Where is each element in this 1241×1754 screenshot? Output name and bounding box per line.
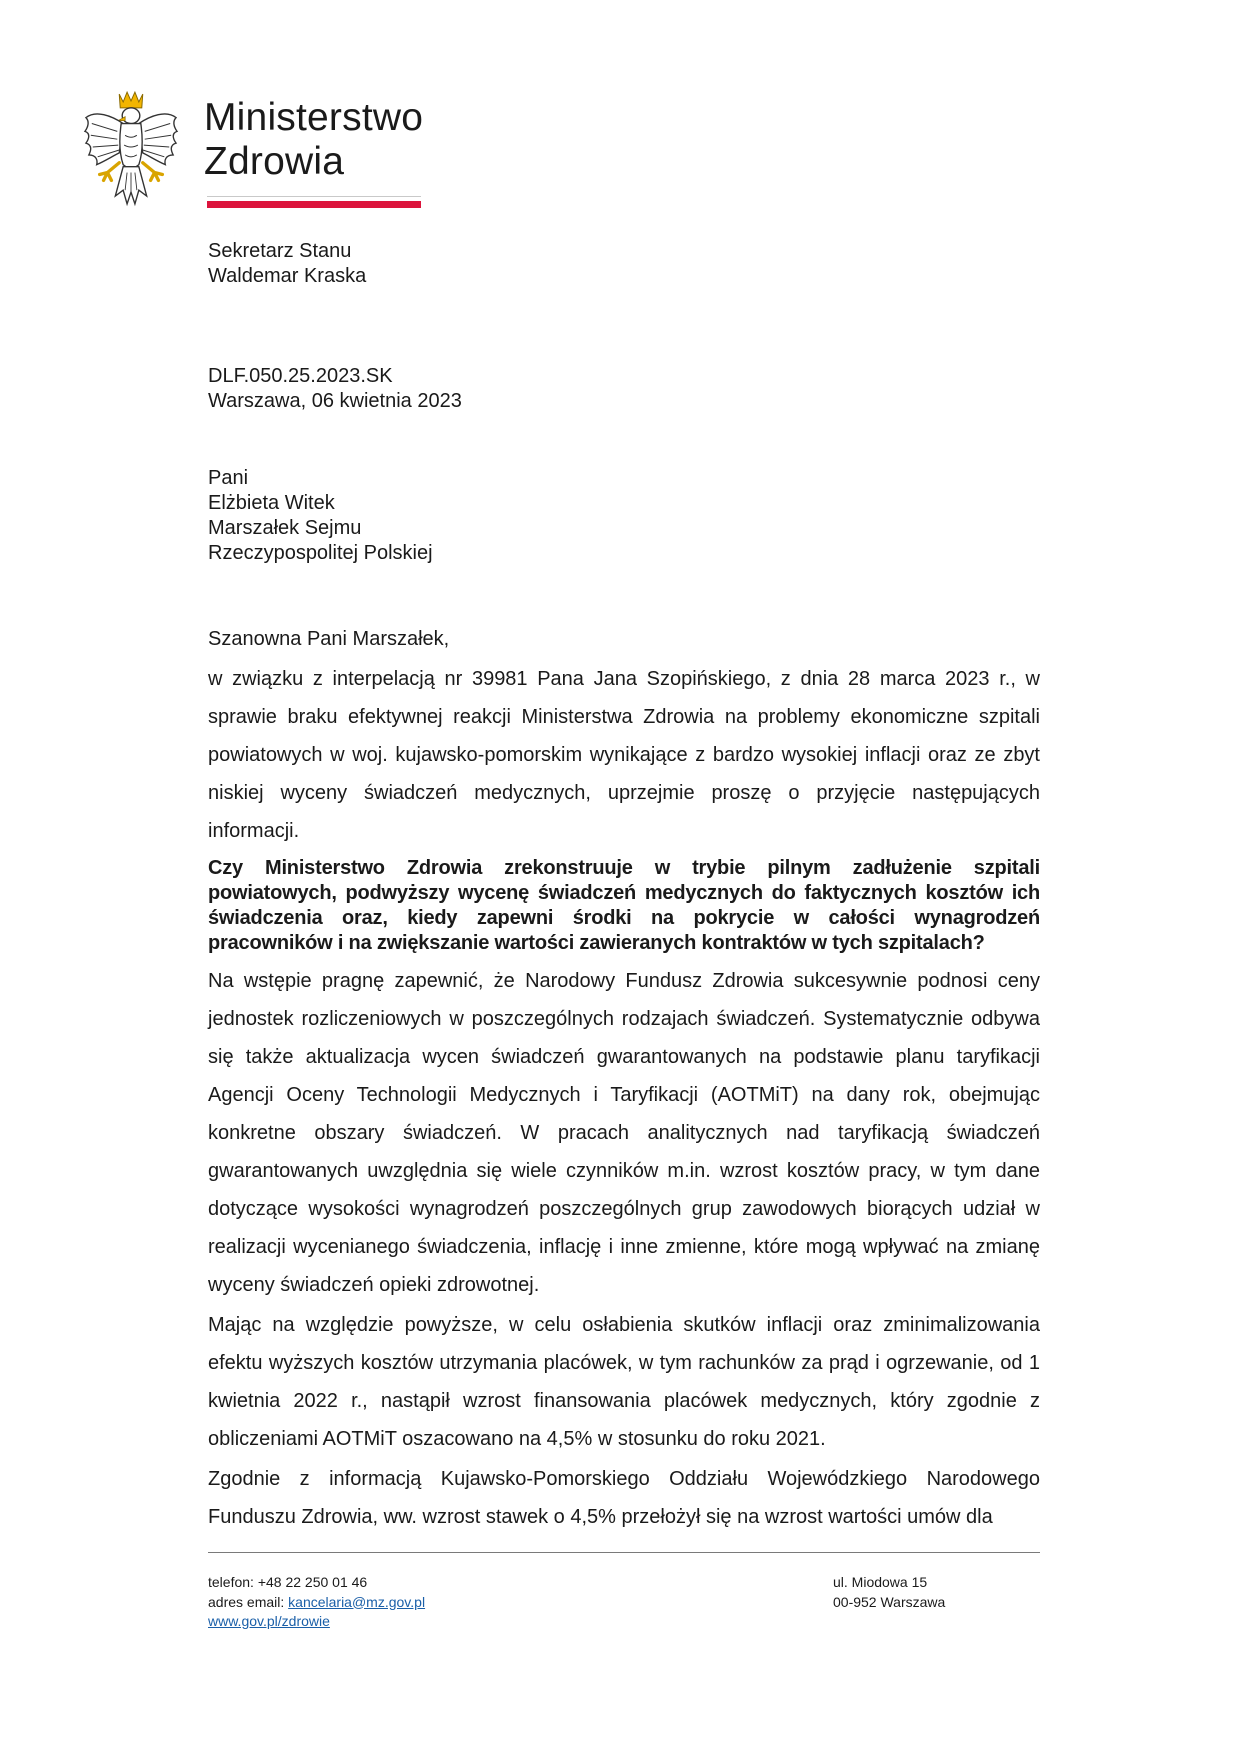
interpellation-question: Czy Ministerstwo Zdrowia zrekonstruuje w trybie pilnym zadłużenie szpitali powiatowych, podwyższy wycenę świadczeń medycznych do faktycznych kosztów ich świadczenia oraz, kiedy zapewni środki na pokrycie w całości wynagrodzeń pracowników i na zwiększanie wartości zawieranych kontraktów w tych szpitalach? (208, 857, 1040, 954)
flag-stripe-white (207, 196, 421, 197)
paragraph: Na wstępie pragnę zapewnić, że Narodowy Fundusz Zdrowia sukcesywnie podnosi ceny jednostek rozliczeniowych w poszczególnych rodzajach świadczeń. Systematycznie odbywa się także aktualizacja wycen świadczeń gwarantowanych na podstawie planu taryfikacji Agencji Oceny Technologii Medycznych i Taryfikacji (AOTMiT) na dany rok, obejmując konkretne obszary świadczeń. W pracach analitycznych nad taryfikacją świadczeń gwarantowanych uwzględnia się wiele czynników m.in. wzrost kosztów pracy, w tym dane dotyczące wysokości wynagrodzeń poszczególnych grup zawodowych biorących udział w realizacji wycenianego świadczenia, inflację i inne zmienne, które mogą wpływać na zmianę wyceny świadczeń opieki zdrowotnej. (208, 970, 1040, 1296)
paragraph: w związku z interpelacją nr 39981 Pana Jana Szopińskiego, z dnia 28 marca 2023 r., w sprawie braku efektywnej reakcji Ministerstwa Zdrowia na problemy ekonomiczne szpitali powiatowych w woj. kujawsko-pomorskim wynikające z bardzo wysokiej inflacji oraz ze zbyt niskiej wyceny świadczeń medycznych, uprzejmie proszę o przyjęcie następujących informacji. (208, 668, 1040, 842)
ministry-name-line2: Zdrowia (204, 140, 345, 183)
salutation: Szanowna Pani Marszałek, (208, 628, 450, 650)
recipient-block (208, 466, 433, 566)
paragraph: Mając na względzie powyższe, w celu osłabienia skutków inflacji oraz zminimalizowania efektu wyższych kosztów utrzymania placówek, w tym rachunków za prąd i ogrzewanie, od 1 kwietnia 2022 r., nastąpił wzrost finansowania placówek medycznych, który zgodnie z obliczeniami AOTMiT oszacowano na 4,5% w stosunku do roku 2021. (208, 1314, 1040, 1450)
footer-divider (208, 1552, 1040, 1553)
recipient-line: Marszałek Sejmu (208, 517, 362, 539)
footer-email-label: adres email: (208, 1593, 289, 1610)
footer-website-link[interactable]: www.gov.pl/zdrowie (208, 1613, 330, 1629)
recipient-line: Elżbieta Witek (208, 492, 335, 514)
polish-eagle-emblem-icon (82, 88, 180, 210)
flag-stripe (207, 196, 421, 208)
flag-stripe-red (207, 201, 421, 208)
reference-number: DLF.050.25.2023.SK (208, 365, 393, 387)
footer-address (833, 1573, 945, 1612)
paragraph: Zgodnie z informacją Kujawsko-Pomorskiego Oddziału Wojewódzkiego Narodowego Funduszu Zdrowia, ww. wzrost stawek o 4,5% przełożył się na wzrost wartości umów dla (208, 1468, 1040, 1528)
ministry-name-line1: Ministerstwo (204, 96, 424, 139)
sender-name: Waldemar Kraska (208, 265, 367, 287)
reference-block (208, 364, 462, 414)
recipient-line: Rzeczypospolitej Polskiej (208, 542, 433, 564)
letter-body (208, 620, 1040, 1538)
footer-email-row (208, 1593, 425, 1613)
footer-city: 00-952 Warszawa (833, 1593, 946, 1610)
footer-contact (208, 1573, 425, 1632)
footer-street: ul. Miodowa 15 (833, 1574, 928, 1590)
place-date: Warszawa, 06 kwietnia 2023 (208, 390, 462, 412)
recipient-line: Pani (208, 467, 249, 489)
ministry-name (204, 96, 423, 184)
footer-email-link[interactable]: kancelaria@mz.gov.pl (288, 1593, 426, 1610)
footer-phone: telefon: +48 22 250 01 46 (208, 1574, 368, 1590)
sender-block (208, 239, 366, 289)
sender-title: Sekretarz Stanu (208, 240, 352, 262)
